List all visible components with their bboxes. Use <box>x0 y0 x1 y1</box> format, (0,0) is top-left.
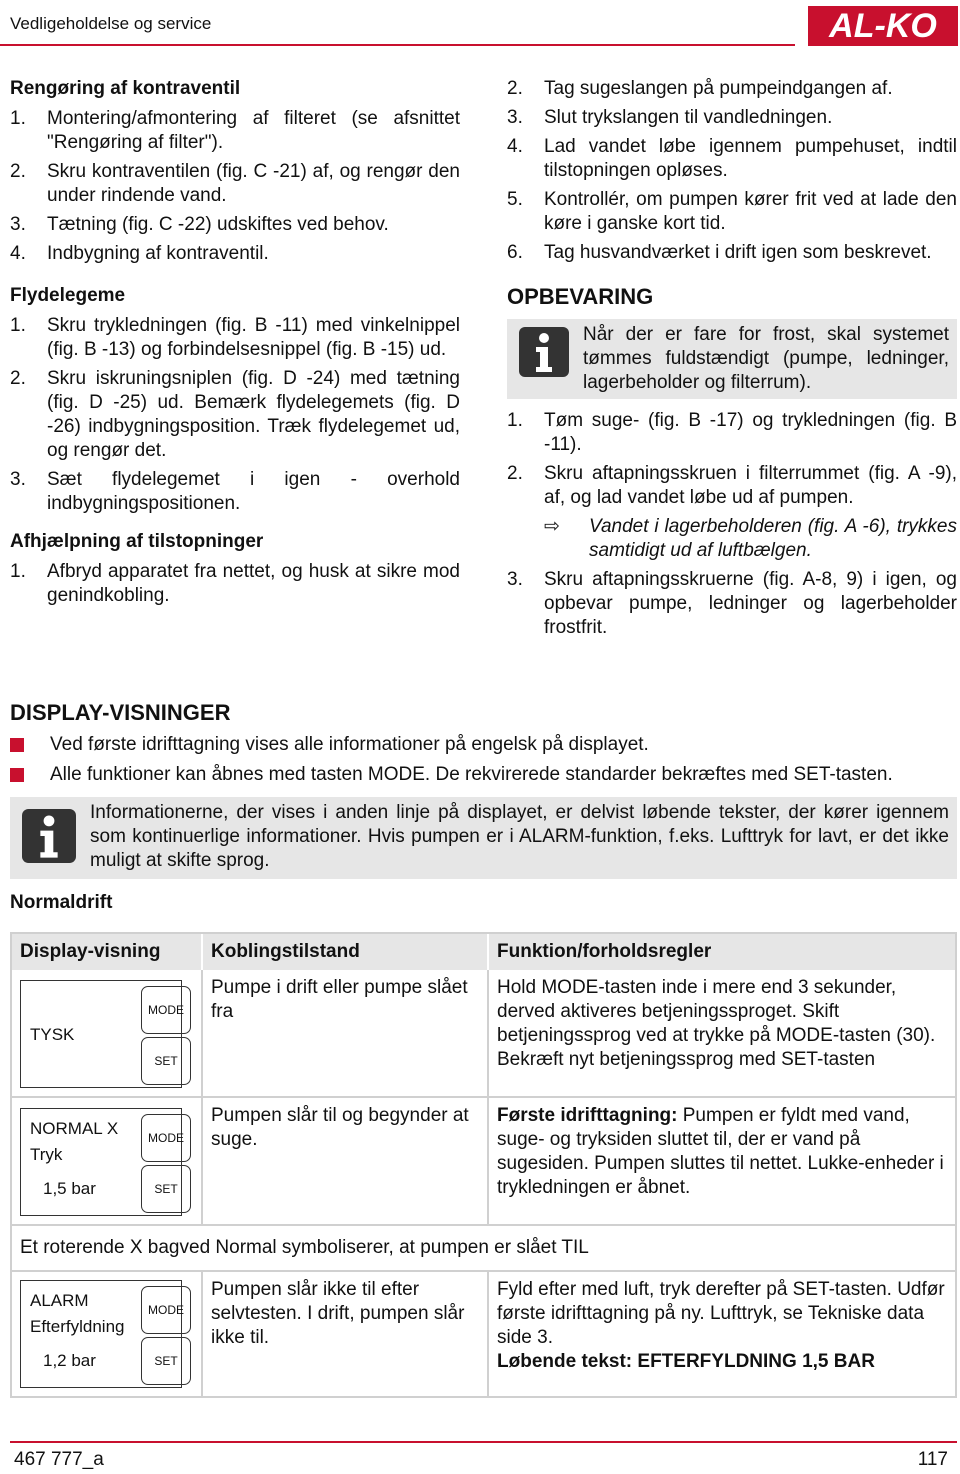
brand-logo <box>808 6 958 53</box>
section-title: Afhjælpning af tilstopninger <box>10 531 264 552</box>
display-panel: ALARM Efterfyldning 1,2 bar MODE SET <box>20 1280 182 1388</box>
display-title: DISPLAY-VISNINGER <box>10 700 231 725</box>
state-cell: Pumpen slår til og begynder at suge. <box>203 1098 489 1226</box>
list-item: 2. Tag sugeslangen på pumpeindgangen af. <box>507 78 893 99</box>
table-row <box>12 1272 955 1396</box>
list-item: 3. Skru aftapningsskruerne (fig. A-8, 9) i igen, og opbevar pumpe, ledninger og lagerbeholder frostfrit. <box>507 569 957 638</box>
table-row <box>12 970 955 1098</box>
mode-key: MODE <box>141 986 191 1034</box>
list-item: 3. Slut trykslangen til vandledningen. <box>507 107 833 128</box>
section-title: Flydelegeme <box>10 285 126 306</box>
bullet-item: Alle funktioner kan åbnes med tasten MODE. De rekvirerede standarder bekræftes med SET-tasten. <box>10 763 957 787</box>
table-note-row <box>12 1226 955 1272</box>
display-panel: NORMAL X Tryk 1,5 bar MODE SET <box>20 1108 182 1216</box>
function-cell: Første idrifttagning: Pumpen er fyldt med vand, suge- og tryksiden sluttet til, der er vand på sugesiden. Pumpen sluttes til nettet. Lukke-enheder i trykledningen er åbnet. <box>489 1098 955 1226</box>
list-item: 2. Skru aftapningsskruen i filterrummet (fig. A -9), af, og lad vandet løbe ud af pumpen. <box>507 463 957 508</box>
svg-text:AL-KO: AL-KO <box>829 7 937 45</box>
list-item: 1. Tøm suge- (fig. B -17) og trykledningen (fig. B -11). <box>507 410 957 455</box>
info-text: Informationerne, der vises i anden linje på displayet, er delvist løbende tekster, der kører igennem som kontinuerlige informationer. Hvis pumpen er i ALARM-funktion, f.eks. Lufttryk for lavt, er det ikke muligt at skifte sprog. <box>90 802 949 871</box>
opbevaring-title: OPBEVARING <box>507 284 654 309</box>
set-key: SET <box>141 1037 191 1085</box>
table-header-cell: Funktion/forholdsregler <box>497 941 712 962</box>
arrow-right-icon: ⇨ <box>544 516 560 537</box>
square-bullet-icon <box>10 738 24 752</box>
section-tilstopninger <box>10 530 460 608</box>
list-item: 4. Indbygning af kontraventil. <box>10 243 269 264</box>
list-item: 5. Kontrollér, om pumpen kører frit ved at lade den køre i ganske kort tid. <box>507 189 957 234</box>
set-key: SET <box>141 1165 191 1213</box>
table-row <box>12 1098 955 1226</box>
info-text: Når der er fare for frost, skal systemet tømmes fuldstændigt (pumpe, ledninger, lagerbeholder og filterrum). <box>583 324 949 393</box>
right-column <box>507 77 957 645</box>
info-box <box>10 797 957 879</box>
table-header-cell: Koblingstilstand <box>203 934 489 970</box>
display-section <box>10 701 957 915</box>
footer-rule <box>10 1441 957 1443</box>
table-note: Et roterende X bagved Normal symboliserer, at pumpen er slået TIL <box>12 1226 955 1272</box>
square-bullet-icon <box>10 768 24 782</box>
list-item: 3. Tætning (fig. C -22) udskiftes ved behov. <box>10 214 389 235</box>
list-item: 1. Afbryd apparatet fra nettet, og husk at sikre mod genindkobling. <box>10 561 460 606</box>
table-header-row <box>12 934 955 970</box>
function-cell: Fyld efter med luft, tryk derefter på SET-tasten. Udfør første idrifttagning på ny. Lufttryk, se Tekniske data side 3. Løbende tekst: EFTERFYLDNING 1,5 BAR <box>497 1279 945 1372</box>
info-icon <box>519 327 569 384</box>
set-key: SET <box>141 1337 191 1385</box>
info-box <box>507 319 957 399</box>
list-item: 1. Skru trykledningen (fig. B -11) med vinkelnippel (fig. B -13) og forbindelsesnippel (fig. B -15) ud. <box>10 315 460 360</box>
page-number: 117 <box>917 1449 948 1470</box>
list-item: 1. Montering/afmontering af filteret (se afsnittet "Rengøring af filter"). <box>10 108 460 153</box>
section-kontraventil <box>10 77 460 266</box>
function-cell: Hold MODE-tasten inde i mere end 3 sekunder, derved aktiveres betjeningssproget. Skift betjeningssprog ved at trykke på MODE-tasten (30). Bekræft nyt betjeningssprog med SET-tasten <box>489 970 955 1098</box>
page-header-title: Vedligeholdelse og service <box>10 14 212 33</box>
mode-key: MODE <box>141 1286 191 1334</box>
left-column <box>10 77 460 618</box>
list-item: 6. Tag husvandværket i drift igen som beskrevet. <box>507 242 932 263</box>
display-panel: TYSK MODE SET <box>20 980 182 1088</box>
mode-key: MODE <box>141 1114 191 1162</box>
bullet-item: Ved første idrifttagning vises alle informationer på engelsk på displayet. <box>10 733 957 757</box>
state-cell: Pumpe i drift eller pumpe slået fra <box>203 970 489 1098</box>
table-header-cell: Display-visning <box>12 934 203 970</box>
section-flydelegeme <box>10 284 460 516</box>
document-number: 467 777_a <box>14 1449 104 1470</box>
list-item: 4. Lad vandet løbe igennem pumpehuset, indtil tilstopningen opløses. <box>507 136 957 181</box>
list-item: 3. Sæt flydelegemet i igen - overhold indbygningspositionen. <box>10 469 460 514</box>
header-rule <box>0 44 795 46</box>
list-item: 2. Skru iskruningsniplen (fig. D -24) med tætning (fig. D -25) ud. Bemærk flydelegemets (fig. D -26) indbygningsposition. Træk flydelegemet ud, og rengør det. <box>10 368 460 461</box>
normaldrift-title: Normaldrift <box>10 892 113 913</box>
result-item: ⇨ Vandet i lagerbeholderen (fig. A -6), trykkes samtidigt ud af luftbælgen. <box>544 516 957 561</box>
list-item: 2. Skru kontraventilen (fig. C -21) af, og rengør den under rindende vand. <box>10 161 460 206</box>
state-cell: Pumpen slår ikke til efter selvtesten. I drift, pumpen slår ikke til. <box>203 1272 489 1396</box>
info-icon <box>22 809 76 870</box>
display-table <box>10 932 957 1398</box>
section-title: Rengøring af kontraventil <box>10 78 241 99</box>
